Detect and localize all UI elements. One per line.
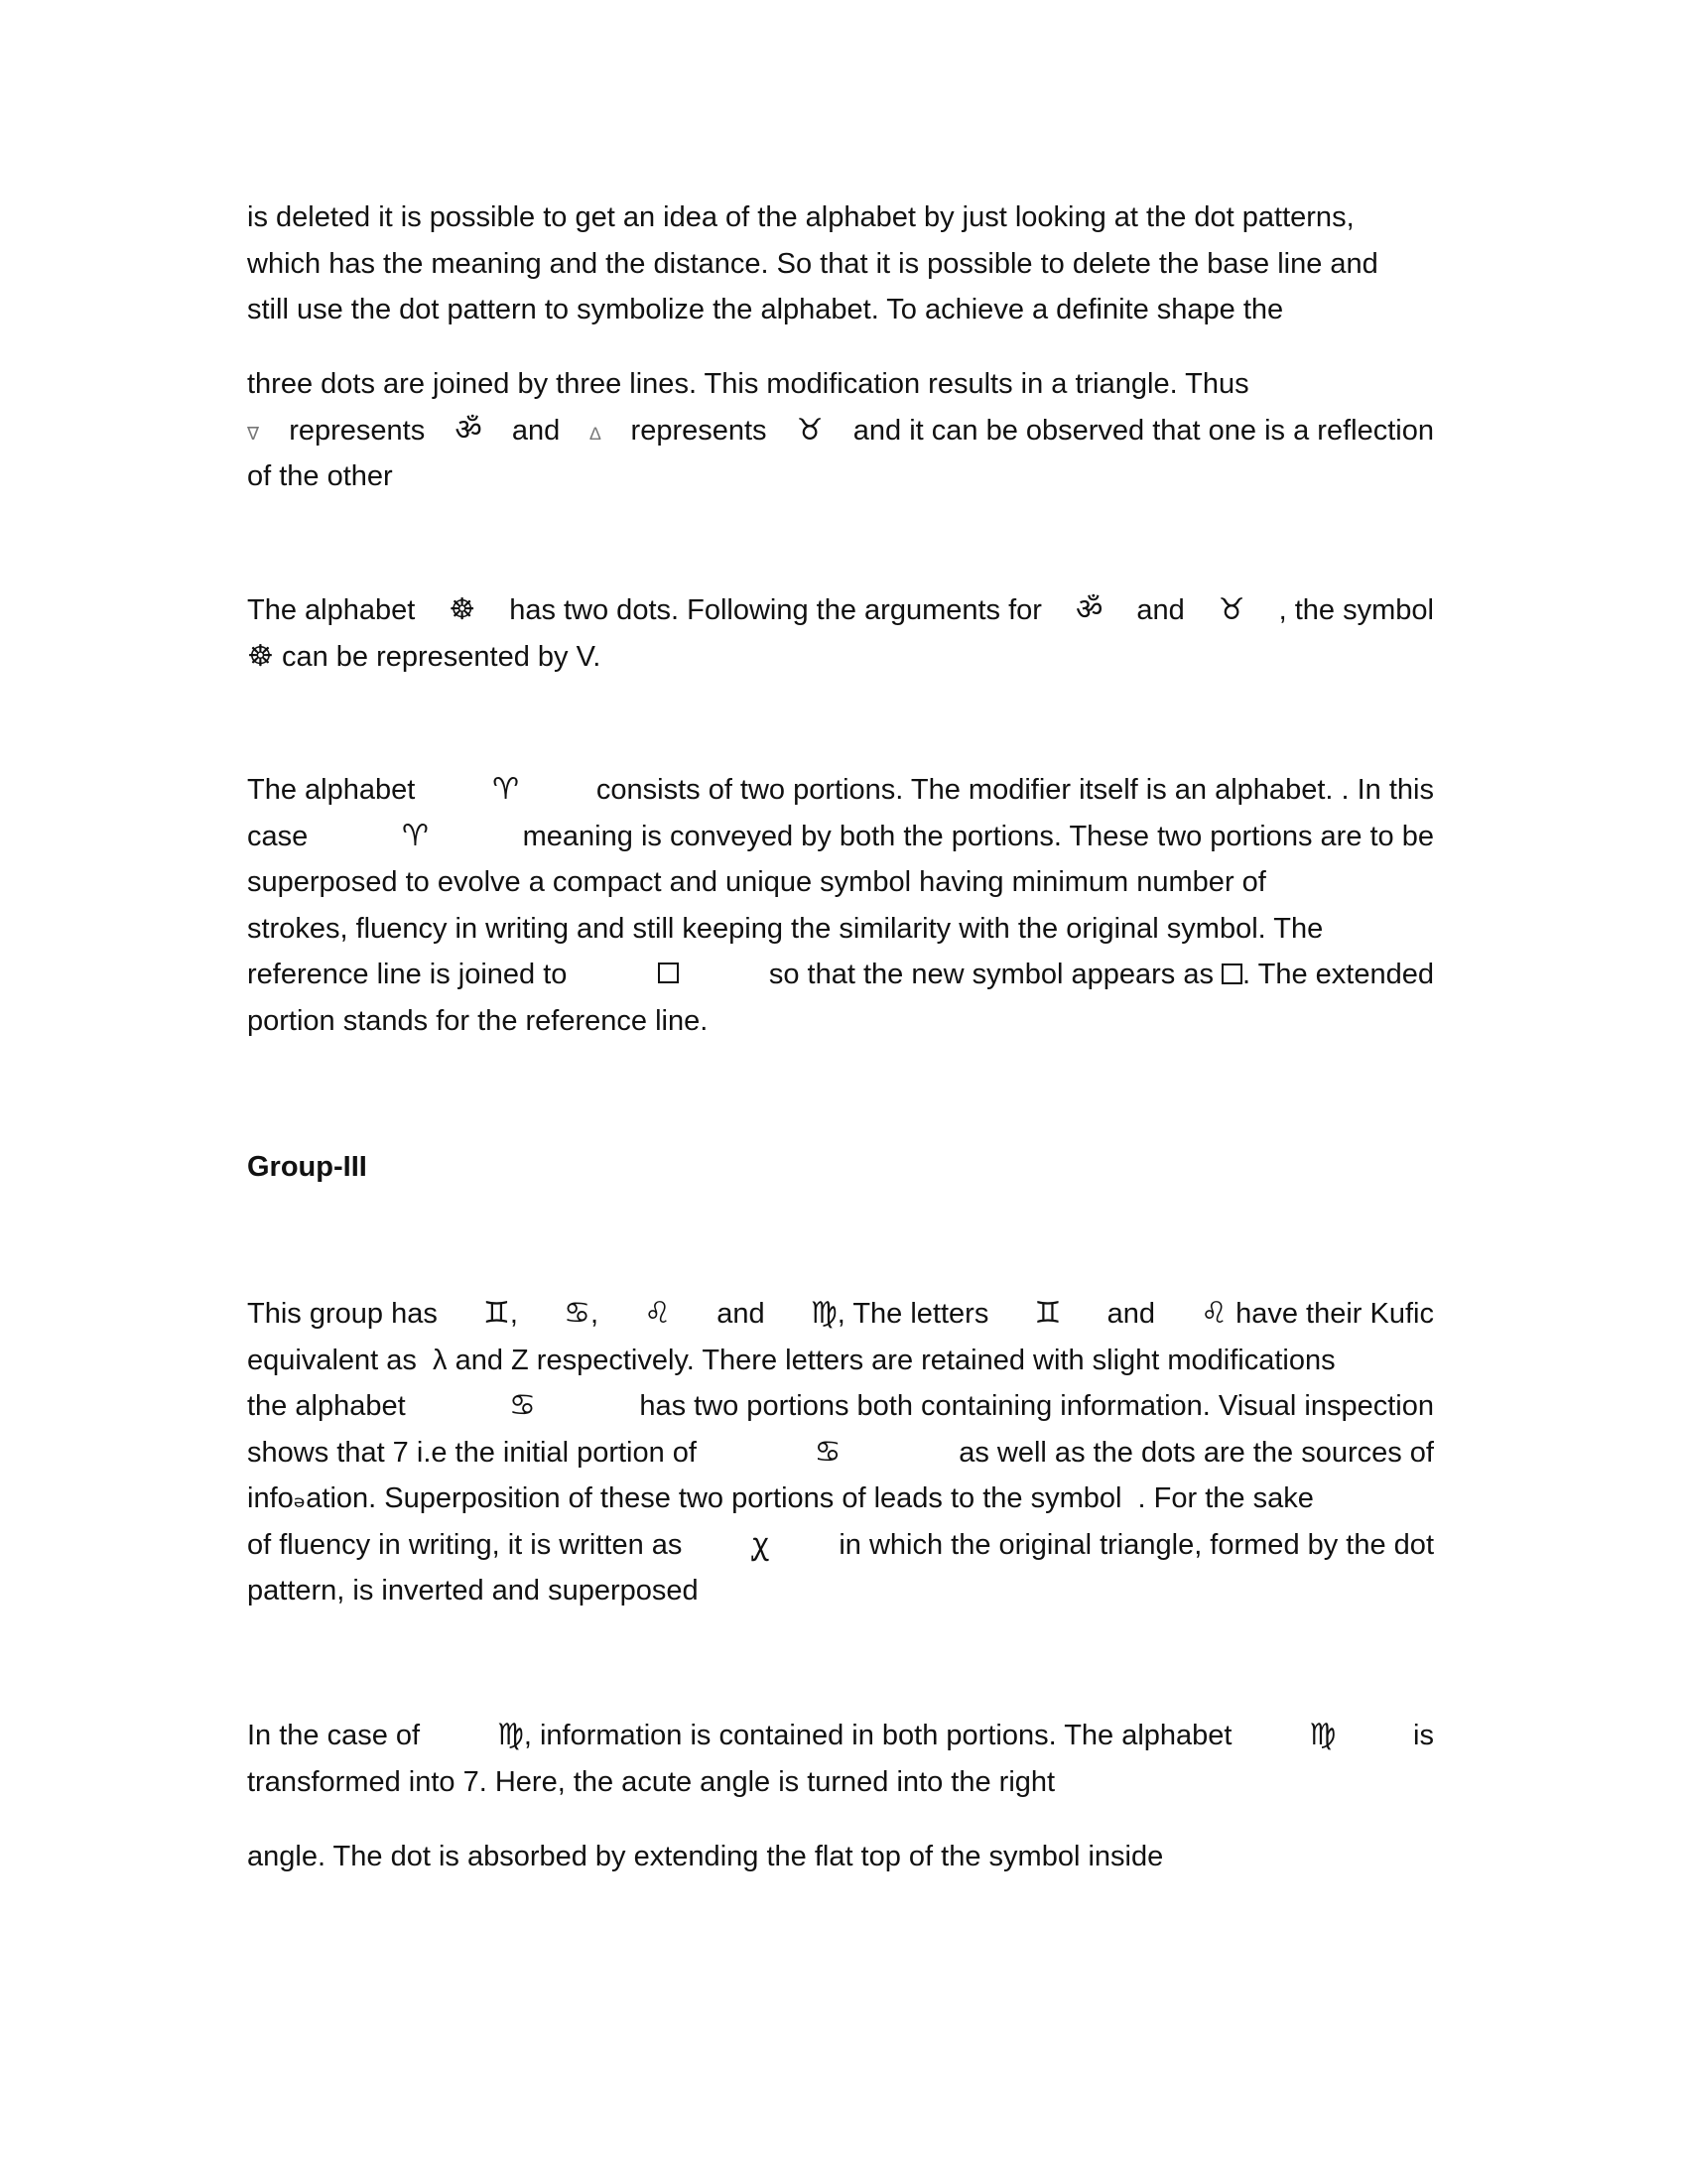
text: , — [509, 1298, 518, 1330]
text: three dots are joined by three lines. This modification results in a triangle. Thus — [247, 368, 1249, 400]
text: represents — [289, 414, 426, 447]
text: ation. Superposition of these two portions of leads to the symbol . For the sake — [306, 1482, 1314, 1514]
paragraph-5 — [247, 1291, 1434, 1614]
text: represents — [630, 414, 767, 447]
paragraph-4-line-5 — [247, 952, 1434, 998]
om-symbol-icon: ॐ — [1075, 592, 1104, 627]
paragraph-5-line-7: pattern, is inverted and superposed — [247, 1575, 699, 1606]
gemini-symbol-icon: ♊ — [482, 1296, 510, 1331]
om-symbol-icon: ॐ — [454, 412, 482, 448]
virgo-group — [811, 1291, 989, 1338]
gemini-symbol-icon: ♊ — [1034, 1296, 1062, 1331]
paragraph-2 — [247, 361, 1434, 500]
superposed-symbol-icon: ₔ — [293, 1480, 307, 1515]
aries-symbol-icon: ♈ — [402, 818, 429, 853]
text: consists of two portions. The modifier itself is an alphabet. . In this — [595, 774, 1434, 806]
paragraph-4 — [247, 767, 1434, 1044]
paragraph-1-line-1 — [247, 194, 1434, 241]
cancer-symbol-icon: ♋ — [564, 1296, 591, 1331]
paragraph-2-line-2 — [247, 408, 1434, 454]
text: This group has — [247, 1298, 438, 1330]
dharma-wheel-icon: ☸ — [449, 592, 476, 627]
leo-group — [1201, 1291, 1434, 1338]
text: has two portions both containing information. Visual inspection — [639, 1390, 1434, 1422]
paragraph-5-line-6 — [247, 1522, 1434, 1569]
text: and — [511, 414, 561, 447]
paragraph-3-line-1 — [247, 587, 1434, 634]
paragraph-1-line-2: which has the meaning and the distance. So that it is possible to delete the base line and — [247, 247, 1378, 280]
virgo-symbol-icon: ♍ — [810, 1296, 838, 1331]
text: The alphabet — [247, 774, 416, 806]
paragraph-2-line-3: of the other — [247, 460, 393, 492]
text: , information is contained in both portions. The alphabet — [523, 1720, 1233, 1751]
info-group — [247, 1476, 1314, 1522]
cancer-symbol-icon: ♋ — [509, 1388, 536, 1423]
aries-symbol-icon: ♈ — [492, 772, 520, 807]
paragraph-4-line-3 — [247, 859, 1434, 906]
text: as well as the dots are the sources of — [959, 1436, 1434, 1469]
leo-symbol-icon: ♌ — [1201, 1296, 1229, 1331]
paragraph-5-line-4 — [247, 1430, 1434, 1477]
paragraph-5-line-5 — [247, 1476, 1434, 1522]
text: strokes, fluency in writing and still keeping the similarity with the original symbol. The — [247, 912, 1324, 945]
text: and — [1106, 1298, 1155, 1330]
square-box-icon — [658, 963, 679, 983]
text: info — [247, 1482, 294, 1514]
virgo-symbol-icon: ♍ — [496, 1718, 524, 1752]
text: has two dots. Following the arguments for — [509, 594, 1042, 626]
leo-symbol-icon: ♌ — [644, 1296, 672, 1331]
square-box-icon — [1222, 964, 1242, 984]
dharma-wheel-icon: ☸ — [247, 638, 274, 674]
paragraph-1 — [247, 194, 1434, 333]
paragraph-6 — [247, 1713, 1434, 1805]
paragraph-4-line-2 — [247, 814, 1434, 860]
paragraph-4-line-4 — [247, 906, 1434, 953]
text: is — [1413, 1720, 1434, 1751]
text: reference line is joined to — [247, 959, 568, 990]
paragraph-1-line-3: still use the dot pattern to symbolize the alphabet. To achieve a definite shape the — [247, 294, 1284, 325]
paragraph-5-line-1 — [247, 1291, 1434, 1338]
virgo-group — [497, 1713, 1233, 1759]
virgo-symbol-icon: ♍ — [1309, 1718, 1337, 1752]
paragraph-4-line-6: portion stands for the reference line. — [247, 1004, 709, 1037]
text: the alphabet — [247, 1390, 406, 1422]
triangle-down-icon: ∇ — [247, 423, 260, 444]
text: and — [716, 1298, 765, 1330]
paragraph-2-line-1 — [247, 361, 1434, 408]
section-heading: Group-III — [247, 1151, 367, 1183]
text-part: . The extended — [1242, 959, 1434, 990]
text: have their Kufic — [1235, 1298, 1434, 1330]
taurus-symbol-icon: ♉ — [1218, 592, 1245, 627]
text: case — [247, 820, 309, 852]
text: can be represented by V. — [281, 640, 601, 673]
text: is deleted it is possible to get an idea of the alphabet by just looking at the dot patterns, — [247, 201, 1355, 233]
text: of fluency in writing, it is written as — [247, 1528, 683, 1561]
text — [769, 952, 1434, 998]
paragraph-3 — [247, 587, 1434, 680]
paragraph-5-line-3 — [247, 1383, 1434, 1430]
gemini-group — [483, 1291, 518, 1338]
text: equivalent as λ and Z respectively. There letters are retained with slight modifications — [247, 1344, 1336, 1376]
paragraph-7 — [247, 1834, 1434, 1880]
paragraph-3-line-2 — [247, 634, 1434, 681]
text: shows that 7 i.e the initial portion of — [247, 1436, 697, 1469]
text: The alphabet — [247, 594, 416, 626]
text: , — [590, 1298, 599, 1330]
taurus-symbol-icon: ♉ — [796, 412, 824, 448]
paragraph-6-line-2: transformed into 7. Here, the acute angle is turned into the right — [247, 1765, 1056, 1798]
text: and it can be observed that one is a reflection — [852, 414, 1434, 447]
text-part: so that the new symbol appears as — [768, 959, 1214, 990]
triangle-up-icon: ∆ — [589, 423, 601, 444]
cancer-group — [564, 1291, 598, 1338]
text: superposed to evolve a compact and unique symbol having minimum number of — [247, 866, 1266, 898]
paragraph-5-line-2 — [247, 1338, 1434, 1384]
text: In the case of — [247, 1720, 421, 1751]
paragraph-7-line-1: angle. The dot is absorbed by extending the flat top of the symbol inside — [247, 1841, 1164, 1872]
text: , the symbol — [1278, 594, 1434, 626]
text: meaning is conveyed by both the portions. These two portions are to be — [522, 820, 1434, 852]
paragraph-6-line-1 — [247, 1713, 1434, 1759]
cancer-symbol-icon: ♋ — [814, 1434, 842, 1470]
paragraph-4-line-1 — [247, 767, 1434, 814]
text: in which the original triangle, formed by the dot — [839, 1528, 1434, 1561]
text: and — [1136, 594, 1185, 626]
text: , The letters — [837, 1298, 989, 1330]
inverted-triangle-symbol-icon: ꭕ — [751, 1526, 769, 1562]
